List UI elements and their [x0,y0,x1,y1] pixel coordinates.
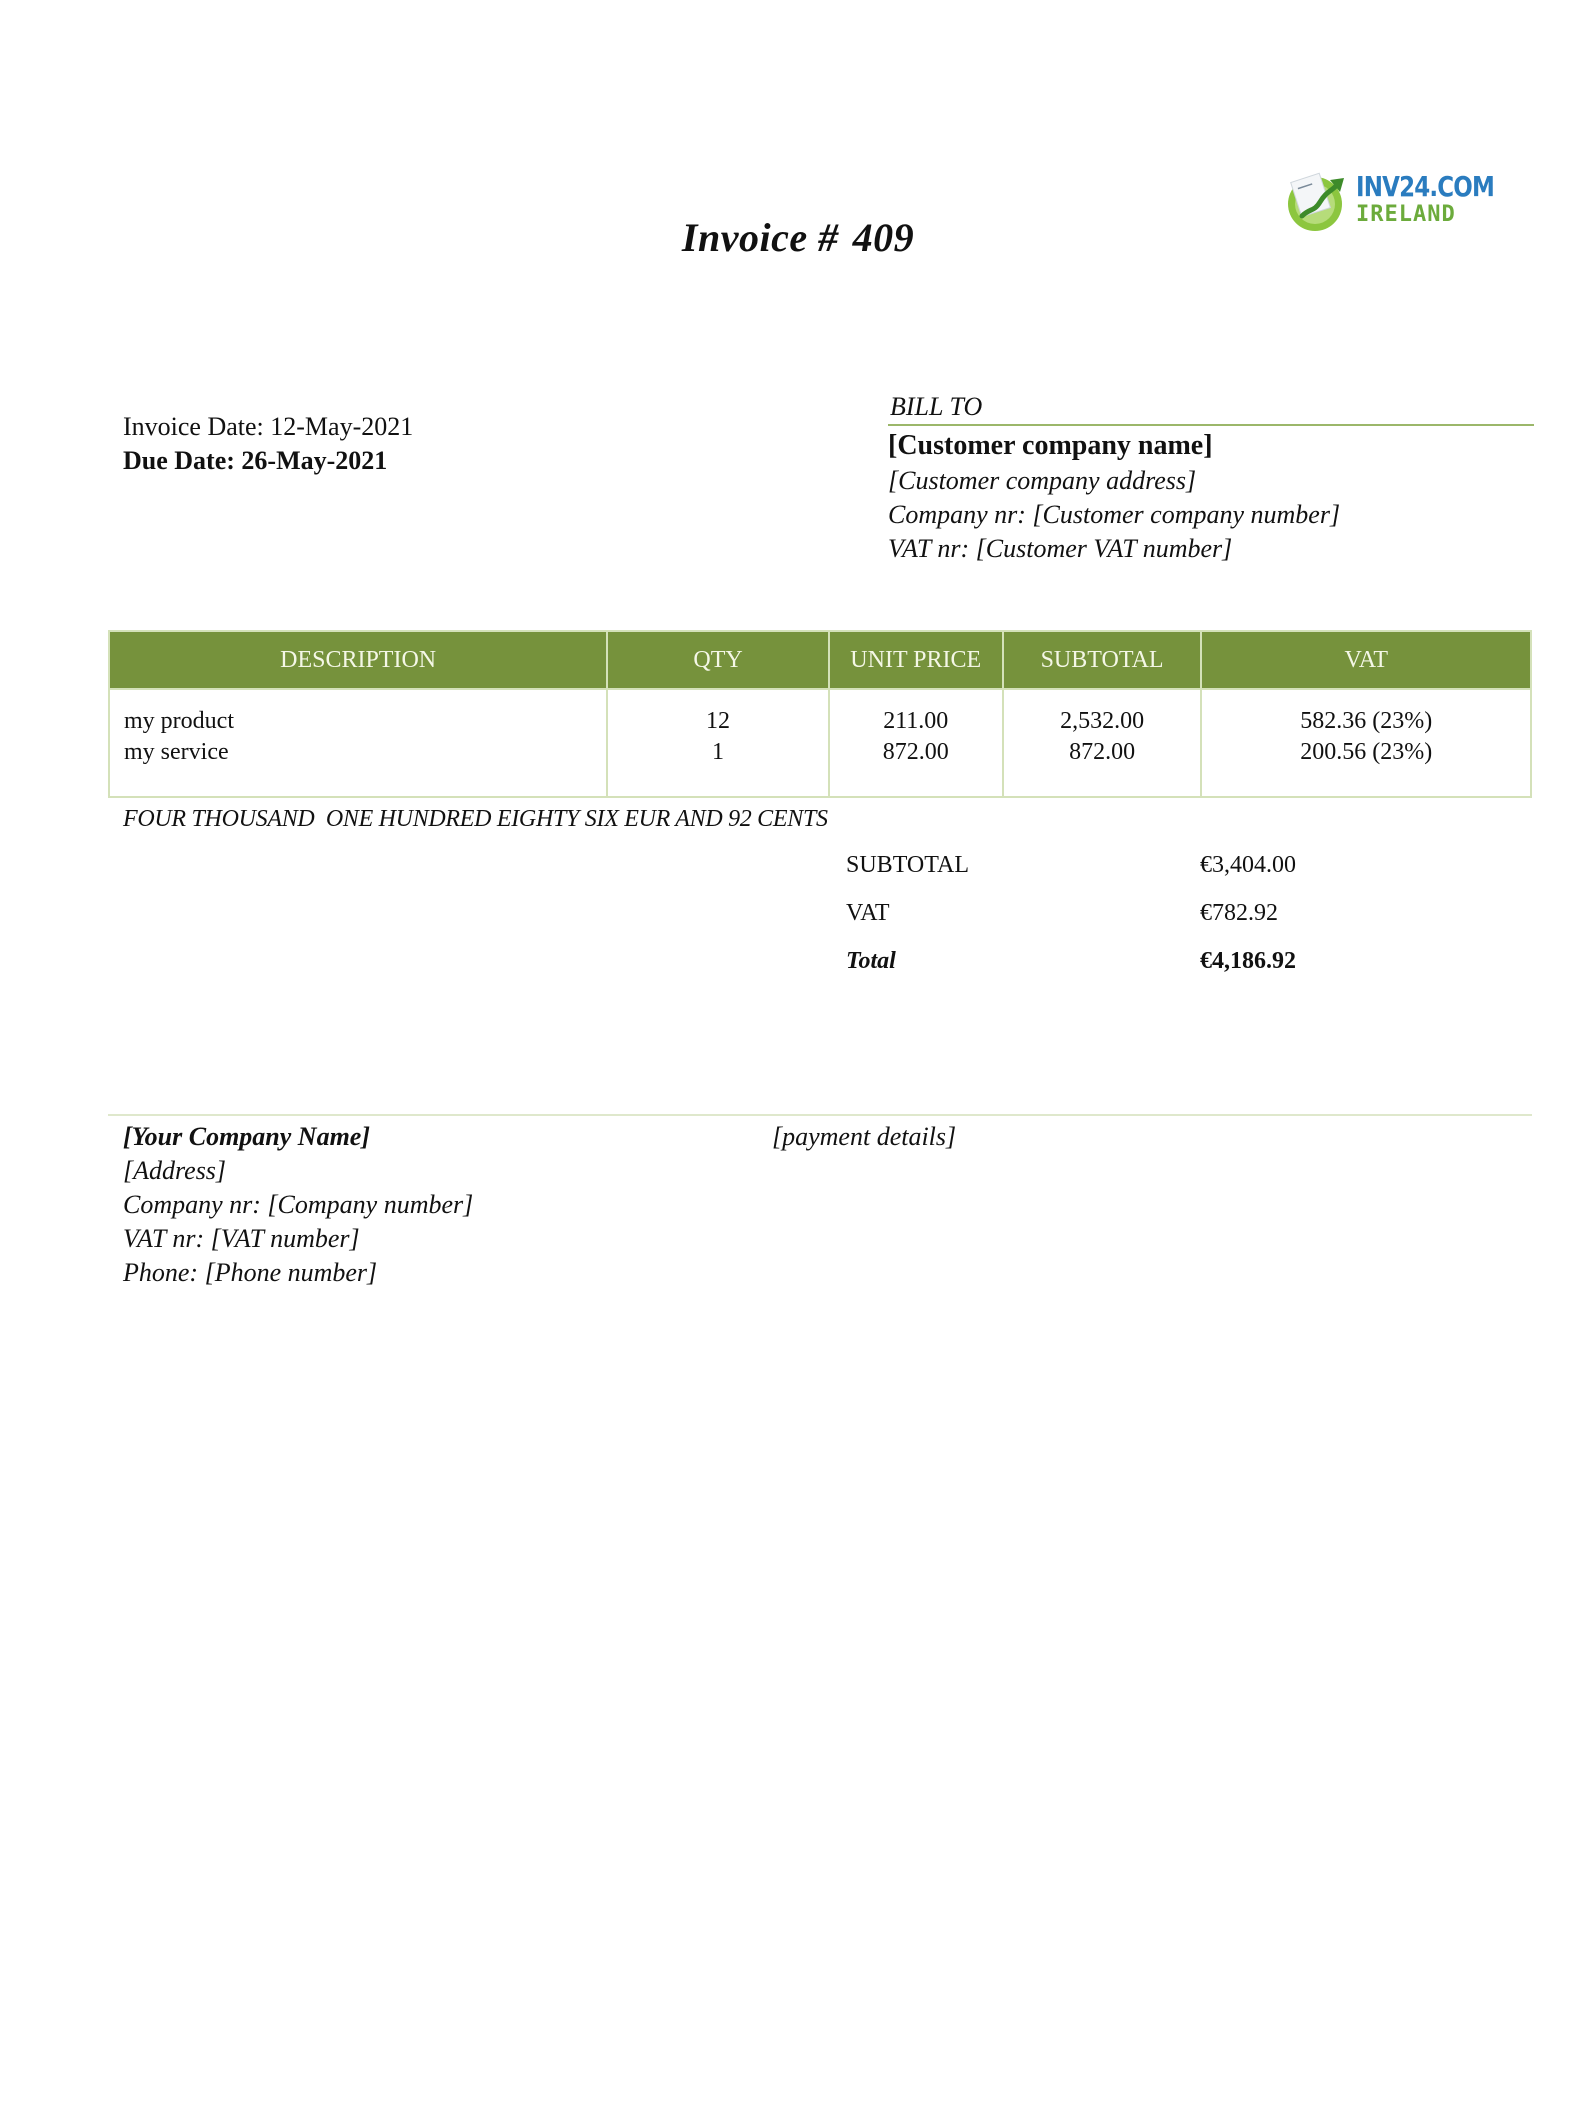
seller-address: [Address] [123,1156,227,1185]
column-header-subtotal: SUBTOTAL [1003,631,1202,689]
item-unit-price: 211.00 [883,708,949,734]
item-subtotal: 872.00 [1069,739,1136,765]
invoice-number: 409 [852,215,915,260]
logo-text-primary: INV24.COM [1356,170,1495,203]
customer-address: [Customer company address] [888,466,1197,495]
logo-chart-icon [1284,168,1350,234]
seller-vat-number: VAT nr: [VAT number] [123,1224,360,1253]
customer-company-name: [Customer company name] [888,430,1213,461]
vat-row [846,900,1366,948]
description-cell [109,689,607,797]
table-header-row [109,631,1531,689]
due-date: Due Date: 26-May-2021 [123,446,388,475]
payment-details: [payment details] [772,1122,957,1151]
footer-divider [108,1114,1532,1116]
company-logo [1284,166,1504,236]
seller-company-section [123,1120,473,1290]
invoice-date: Invoice Date: 12-May-2021 [123,412,414,441]
subtotal-label: SUBTOTAL [846,852,969,878]
qty-cell [607,689,829,797]
column-header-vat: VAT [1201,631,1531,689]
line-items-table [108,630,1532,798]
total-value: €4,186.92 [1200,948,1296,974]
vat-label: VAT [846,900,890,926]
customer-vat-number: VAT nr: [Customer VAT number] [888,534,1233,563]
amount-in-words: FOUR THOUSAND ONE HUNDRED EIGHTY SIX EUR AND 92 CENTS [123,806,828,832]
subtotal-row [846,852,1366,900]
item-description: my product [124,708,234,734]
invoice-title-prefix: Invoice # [681,215,839,260]
unit-price-cell [829,689,1003,797]
customer-company-number: Company nr: [Customer company number] [888,500,1341,529]
column-header-unit-price: UNIT PRICE [829,631,1003,689]
total-label: Total [846,948,896,974]
vat-value: €782.92 [1200,900,1278,926]
bill-to-heading: BILL TO [888,392,1534,426]
logo-text-secondary: IRELAND [1356,202,1456,227]
total-row [846,948,1366,996]
vat-cell [1201,689,1531,797]
item-qty: 12 [706,708,731,734]
item-subtotal: 2,532.00 [1060,708,1145,734]
totals-section [846,852,1366,996]
item-unit-price: 872.00 [882,739,949,765]
item-description: my service [124,739,229,765]
seller-company-name: [Your Company Name] [123,1122,370,1151]
seller-company-number: Company nr: [Company number] [123,1190,474,1219]
subtotal-cell [1003,689,1202,797]
seller-phone: Phone: [Phone number] [123,1258,378,1287]
column-header-description: DESCRIPTION [109,631,607,689]
table-body-row [109,689,1531,797]
item-vat: 200.56 (23%) [1300,739,1433,765]
bill-to-section [888,392,1534,566]
invoice-dates [123,410,413,478]
column-header-qty: QTY [607,631,829,689]
item-qty: 1 [712,739,725,765]
item-vat: 582.36 (23%) [1300,708,1433,734]
subtotal-value: €3,404.00 [1200,852,1296,878]
